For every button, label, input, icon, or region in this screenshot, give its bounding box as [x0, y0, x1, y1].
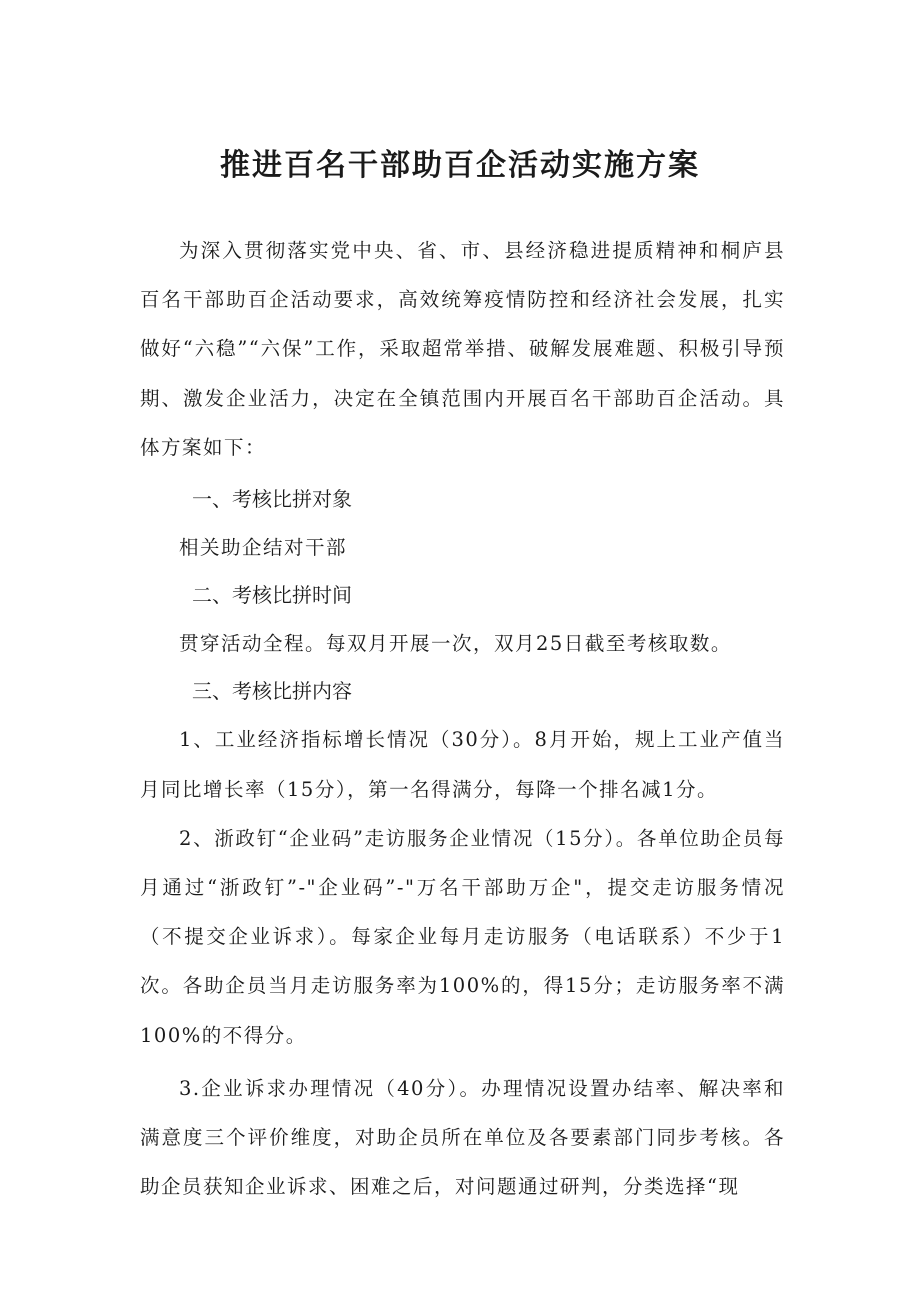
- section-heading-1: 一、考核比拼对象: [192, 487, 352, 512]
- document-title: 推进百名干部助百企活动实施方案: [220, 148, 700, 183]
- content-item-3: 3.企业诉求办理情况（40分）。办理情况设置办结率、解决率和满意度三个评价维度，对助企员所在单位及各要素部门同步考核。各助企员获知企业诉求、困难之后，对问题通过研判，分类选择“现: [140, 1076, 785, 1199]
- intro-paragraph: 为深入贯彻落实党中央、省、市、县经济稳进提质精神和桐庐县百名干部助百企活动要求，高效统筹疫情防控和经济社会发展，扎实做好“六稳”“六保”工作，采取超常举措、破解发展难题、积极引导预期、激发企业活力，决定在全镇范围内开展百名干部助百企活动。具体方案如下：: [140, 239, 785, 459]
- section-heading-3: 三、考核比拼内容: [192, 679, 352, 704]
- content-item-2: 2、浙政钉“企业码”走访服务企业情况（15分）。各单位助企员每月通过“浙政钉”-"企业码”-"万名干部助万企"，提交走访服务情况（不提交企业诉求）。每家企业每月走访服务（电话联系）不少于1次。各助企员当月走访服务率为100%的，得15分；走访服务率不满100%的不得分。: [140, 826, 785, 1047]
- content-item-1: 1、工业经济指标增长情况（30分）。8月开始，规上工业产值当月同比增长率（15分），第一名得满分，每降一个排名减1分。: [140, 728, 785, 801]
- section-1-text: 相关助企结对干部: [179, 536, 348, 560]
- section-heading-2: 二、考核比拼时间: [192, 583, 352, 608]
- document-body: [140, 226, 785, 1211]
- section-2-text: 贯穿活动全程。每双月开展一次，双月25日截至考核取数。: [179, 632, 732, 656]
